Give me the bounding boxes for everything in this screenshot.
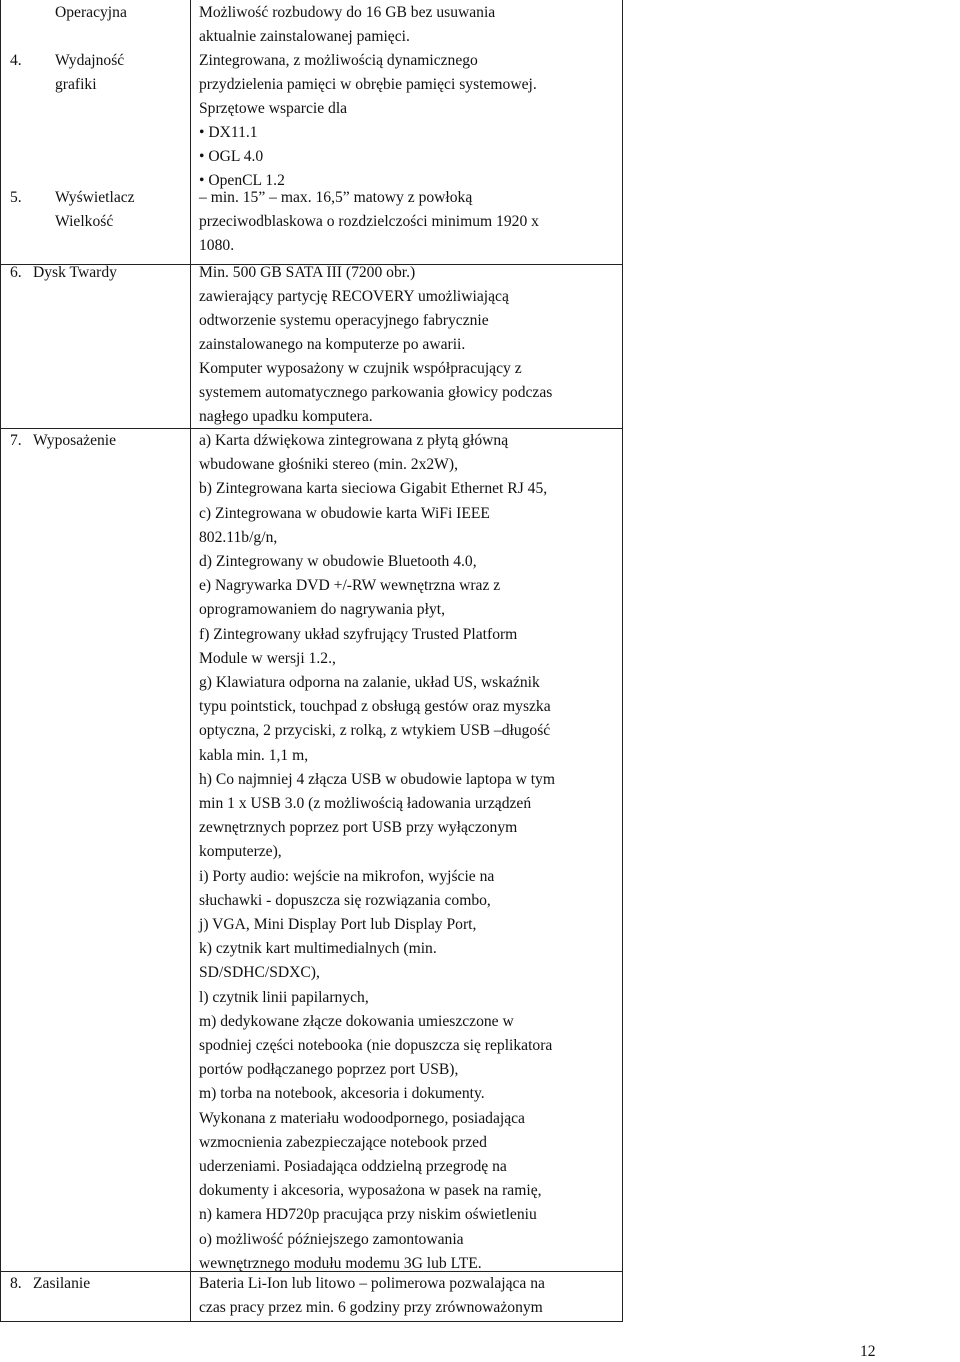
equipment-line: h) Co najmniej 4 złącza USB w obudowie laptopa w tym	[199, 770, 555, 788]
equipment-line: o) możliwość późniejszego zamontowania	[199, 1230, 464, 1248]
row-label-line: Wielkość	[55, 213, 114, 230]
spec-line: odtworzenie systemu operacyjnego fabrycznie	[199, 312, 489, 329]
row-number: 6.	[10, 264, 22, 281]
spec-line: systemem automatycznego parkowania głowicy podczas	[199, 384, 553, 401]
row-label-wyposazenie: Wyposażenie	[33, 432, 117, 449]
row-number: 8.	[10, 1275, 22, 1292]
equipment-line: SD/SDHC/SDXC),	[199, 964, 320, 982]
equipment-line: i) Porty audio: wejście na mikrofon, wyjście na	[199, 867, 495, 885]
equipment-line: zewnętrznych poprzez port USB przy wyłączonym	[199, 819, 518, 837]
equipment-line: m) torba na notebook, akcesoria i dokumenty.	[199, 1085, 485, 1103]
equipment-line: Module w wersji 1.2.,	[199, 649, 336, 667]
equipment-line: g) Klawiatura odporna na zalanie, układ US, wskaźnik	[199, 674, 540, 691]
row-number: 7.	[10, 432, 22, 449]
equipment-line: spodniej części notebooka (nie dopuszcza się replikatora	[199, 1037, 553, 1054]
spec-line: Min. 500 GB SATA III (7200 obr.)	[199, 264, 416, 281]
spec-line: Zintegrowana, z możliwością dynamicznego	[199, 52, 478, 69]
equipment-line: min 1 x USB 3.0 (z możliwością ładowania urządzeń	[199, 795, 532, 812]
equipment-line: e) Nagrywarka DVD +/-RW wewnętrzna wraz z	[199, 577, 501, 595]
equipment-line: l) czytnik linii papilarnych,	[199, 988, 369, 1006]
bullet-item: • DX11.1	[199, 124, 258, 141]
equipment-line: optyczna, 2 przyciski, z rolką, z wtykiem USB –długość	[199, 722, 551, 740]
equipment-line: dokumenty i akcesoria, wyposażona w pasek na ramię,	[199, 1182, 542, 1200]
spec-line: przeciwodblaskowa o rozdzielczości minimum 1920 x	[199, 213, 539, 230]
row-number: 5.	[10, 189, 22, 206]
page-number: 12	[860, 1343, 876, 1360]
equipment-line: m) dedykowane złącze dokowania umieszczone w	[199, 1012, 514, 1030]
row-label-operacyjna: Operacyjna	[55, 4, 127, 21]
equipment-line: n) kamera HD720p pracująca przy niskim oświetleniu	[199, 1206, 537, 1224]
equipment-line: wzmocnienia zabezpieczające notebook przed	[199, 1133, 487, 1151]
equipment-line: f) Zintegrowany układ szyfrujący Trusted Platform	[199, 625, 518, 643]
spec-line: nagłego upadku komputera.	[199, 408, 373, 425]
row-number: 4.	[10, 52, 22, 69]
spec-line: Możliwość rozbudowy do 16 GB bez usuwania	[199, 4, 496, 21]
equipment-line: typu pointstick, touchpad z obsługą gestów oraz myszka	[199, 698, 551, 716]
spec-line: – min. 15” – max. 16,5” matowy z powłoką	[199, 189, 473, 206]
row-label-dysk: Dysk Twardy	[33, 264, 117, 281]
spec-line: czas pracy przez min. 6 godziny przy zrównoważonym	[199, 1299, 543, 1316]
equipment-line: uderzeniami. Posiadająca oddzielną przegrodę na	[199, 1158, 507, 1175]
equipment-line: oprogramowaniem do nagrywania płyt,	[199, 601, 445, 619]
table-border-right	[622, 0, 623, 1322]
row-label-zasilanie: Zasilanie	[33, 1275, 91, 1292]
spec-line: przydzielenia pamięci w obrębie pamięci systemowej.	[199, 76, 537, 93]
row-label-line: Wyświetlacz	[55, 189, 135, 206]
bullet-text: OGL 4.0	[208, 148, 264, 165]
row-label-line: Wydajność	[55, 52, 125, 69]
spec-line: Komputer wyposażony w czujnik współpracujący z	[199, 360, 522, 377]
equipment-line: komputerze),	[199, 843, 282, 861]
spec-line: 1080.	[199, 237, 235, 254]
equipment-line: wewnętrznego modułu modemu 3G lub LTE.	[199, 1254, 482, 1272]
table-border-bottom	[0, 1321, 623, 1322]
bullet-item: • OGL 4.0	[199, 148, 264, 165]
equipment-line: a) Karta dźwiękowa zintegrowana z płytą główną	[199, 432, 509, 449]
equipment-line: słuchawki - dopuszcza się rozwiązania combo,	[199, 891, 491, 909]
equipment-line: portów podłączanego poprzez port USB),	[199, 1061, 459, 1079]
spec-line: Bateria Li-Ion lub litowo – polimerowa pozwalająca na	[199, 1275, 545, 1292]
equipment-line: c) Zintegrowana w obudowie karta WiFi IEEE	[199, 504, 490, 522]
equipment-line: b) Zintegrowana karta sieciowa Gigabit Ethernet RJ 45,	[199, 480, 548, 498]
equipment-line: d) Zintegrowany w obudowie Bluetooth 4.0,	[199, 553, 477, 570]
equipment-line: 802.11b/g/n,	[199, 528, 278, 546]
bullet-item: • OpenCL 1.2	[199, 172, 285, 189]
equipment-line: Wykonana z materiału wodoodpornego, posiadająca	[199, 1109, 525, 1127]
equipment-line: j) VGA, Mini Display Port lub Display Port,	[199, 916, 477, 933]
bullet-text: OpenCL 1.2	[208, 172, 285, 189]
table-border-middle	[190, 0, 191, 1322]
equipment-line: kabla min. 1,1 m,	[199, 746, 309, 764]
equipment-line: wbudowane głośniki stereo (min. 2x2W),	[199, 456, 458, 474]
table-border-left	[0, 0, 1, 1322]
spec-line: zainstalowanego na komputerze po awarii.	[199, 336, 466, 353]
spec-line: zawierający partycję RECOVERY umożliwiającą	[199, 288, 509, 305]
spec-line: aktualnie zainstalowanej pamięci.	[199, 28, 410, 45]
equipment-line: k) czytnik kart multimedialnych (min.	[199, 940, 437, 958]
row-label-line: grafiki	[55, 76, 97, 93]
spec-line: Sprzętowe wsparcie dla	[199, 100, 348, 117]
bullet-text: DX11.1	[208, 124, 258, 141]
